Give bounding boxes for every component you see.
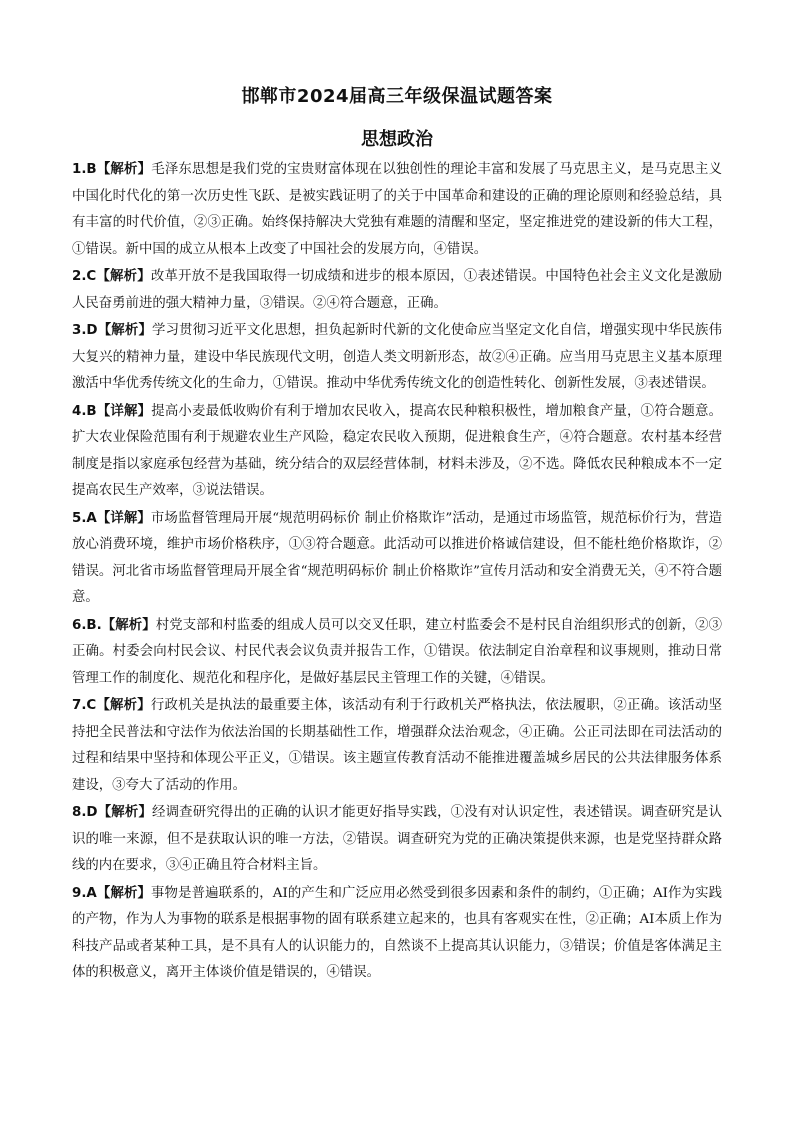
answer-item-5 xyxy=(72,505,722,612)
answer-tag: 【详解】 xyxy=(96,402,152,419)
answer-number: 4.B xyxy=(72,403,97,419)
answer-text: 行政机关是执法的最重要主体，该活动有利于行政机关严格执法，依法履职，②正确。该活动坚持把全民普法和守法作为依法治国的长期基础性工作，增强群众法治观念，④正确。公正司法即在司法活动的过程和结果中坚持和体现公平正义，①错误。该主题宣传教育活动不能推进覆盖城乡居民的公共法律服务体系建设，③夸大了活动的作用。 xyxy=(72,698,723,793)
answer-item-4 xyxy=(72,398,722,505)
page-title: 邯郸市2024届高三年级保温试题答案 xyxy=(241,86,553,107)
answer-item-7 xyxy=(72,692,722,799)
answer-list xyxy=(72,156,722,987)
answer-number: 8.D xyxy=(72,805,98,820)
answer-number: 3.D xyxy=(72,323,98,338)
answer-tag: 【解析】 xyxy=(96,697,151,713)
answer-text: 经调查研究得出的正确的认识才能更好指导实践，①没有对认识定性，表述错误。调查研究是认识的唯一来源，但不是获取认识的唯一方法，②错误。调查研究为党的正确决策提供来源，也是党坚持群众路线的内在要求，③④正确且符合材料主旨。 xyxy=(72,805,723,873)
answer-number: 5.A xyxy=(72,510,97,526)
answer-tag: 【解析】 xyxy=(96,884,152,901)
answer-text: 市场监督管理局开展“规范明码标价 制止价格欺诈”活动，是通过市场监管，规范标价行为，营造放心消费环境，维护市场价格秩序，①③符合题意。此活动可以推进价格诚信建设，但不能杜绝价格欺诈，②错误。河北省市场监督管理局开展全省“规范明码标价 制止价格欺诈”宣传月活动和安全消费无关，④不符合题意。 xyxy=(72,510,723,605)
answer-tag: 【解析】 xyxy=(96,268,151,284)
answer-number: 9.A xyxy=(72,885,97,901)
answer-text: 学习贯彻习近平文化思想，担负起新时代新的文化使命应当坚定文化自信，增强实现中华民族伟大复兴的精神力量，建设中华民族现代文明，创造人类文明新形态，故②④正确。应当用马克思主义基本原理激活中华优秀传统文化的生命力，①错误。推动中华优秀传统文化的创造性转化、创新性发展，③表述错误。 xyxy=(72,323,723,391)
answer-number: 6.B. xyxy=(72,617,102,633)
subject-title: 思想政治 xyxy=(361,129,433,150)
answer-item-2 xyxy=(72,263,722,317)
answer-text: 提高小麦最低收购价有利于增加农民收入，提高农民种粮积极性，增加粮食产量，①符合题意。扩大农业保险范围有利于规避农业生产风险，稳定农民收入预期，促进粮食生产，④符合题意。农村基本经营制度是指以家庭承包经营为基础，统分结合的双层经营体制，材料未涉及，②不选。降低农民种粮成本不一定提高农民生产效率，③说法错误。 xyxy=(72,403,723,498)
answer-item-3 xyxy=(72,317,722,398)
answer-tag: 【解析】 xyxy=(97,322,153,338)
answer-tag: 【解析】 xyxy=(96,161,152,177)
answer-tag: 【解析】 xyxy=(101,616,156,633)
answer-item-6 xyxy=(72,612,722,693)
answer-tag: 【解析】 xyxy=(97,804,153,820)
answer-number: 1.B xyxy=(72,162,97,177)
answer-text: 村党支部和村监委的组成人员可以交叉任职，建立村监委会不是村民自治组织形式的创新，②③正确。村委会向村民会议、村民代表会议负责并报告工作，①错误。依法制定自治章程和议事规则，推动日常管理工作的制度化、规范化和程序化，是做好基层民主管理工作的关键，④错误。 xyxy=(72,617,723,686)
answer-item-9 xyxy=(72,880,722,987)
answer-item-8 xyxy=(72,799,722,880)
answer-item-1 xyxy=(72,156,722,263)
answer-text: 改革开放不是我国取得一切成绩和进步的根本原因，①表述错误。中国特色社会主义文化是激励人民奋勇前进的强大精神力量，③错误。②④符合题意，正确。 xyxy=(72,269,723,311)
answer-number: 7.C xyxy=(72,698,97,713)
answer-text: 事物是普遍联系的，AI的产生和广泛应用必然受到很多因素和条件的制约，①正确；AI作为实践的产物，作为人为事物的联系是根据事物的固有联系建立起来的，也具有客观实在性，②正确；AI本质上作为科技产品或者某种工具，是不具有人的认识能力的，自然谈不上提高其认识能力，③错误；价值是客体满足主体的积极意义，离开主体谈价值是错误的，④错误。 xyxy=(72,885,723,980)
answer-text: 毛泽东思想是我们党的宝贵财富体现在以独创性的理论丰富和发展了马克思主义，是马克思主义中国化时代化的第一次历史性飞跃、是被实践证明了的关于中国革命和建设的正确的理论原则和经验总结，具有丰富的时代价值，②③正确。始终保持解决大党独有难题的清醒和坚定，坚定推进党的建设新的伟大工程，①错误。新中国的成立从根本上改变了中国社会的发展方向，④错误。 xyxy=(72,162,723,257)
answer-tag: 【详解】 xyxy=(96,509,151,526)
answer-number: 2.C xyxy=(72,269,97,284)
